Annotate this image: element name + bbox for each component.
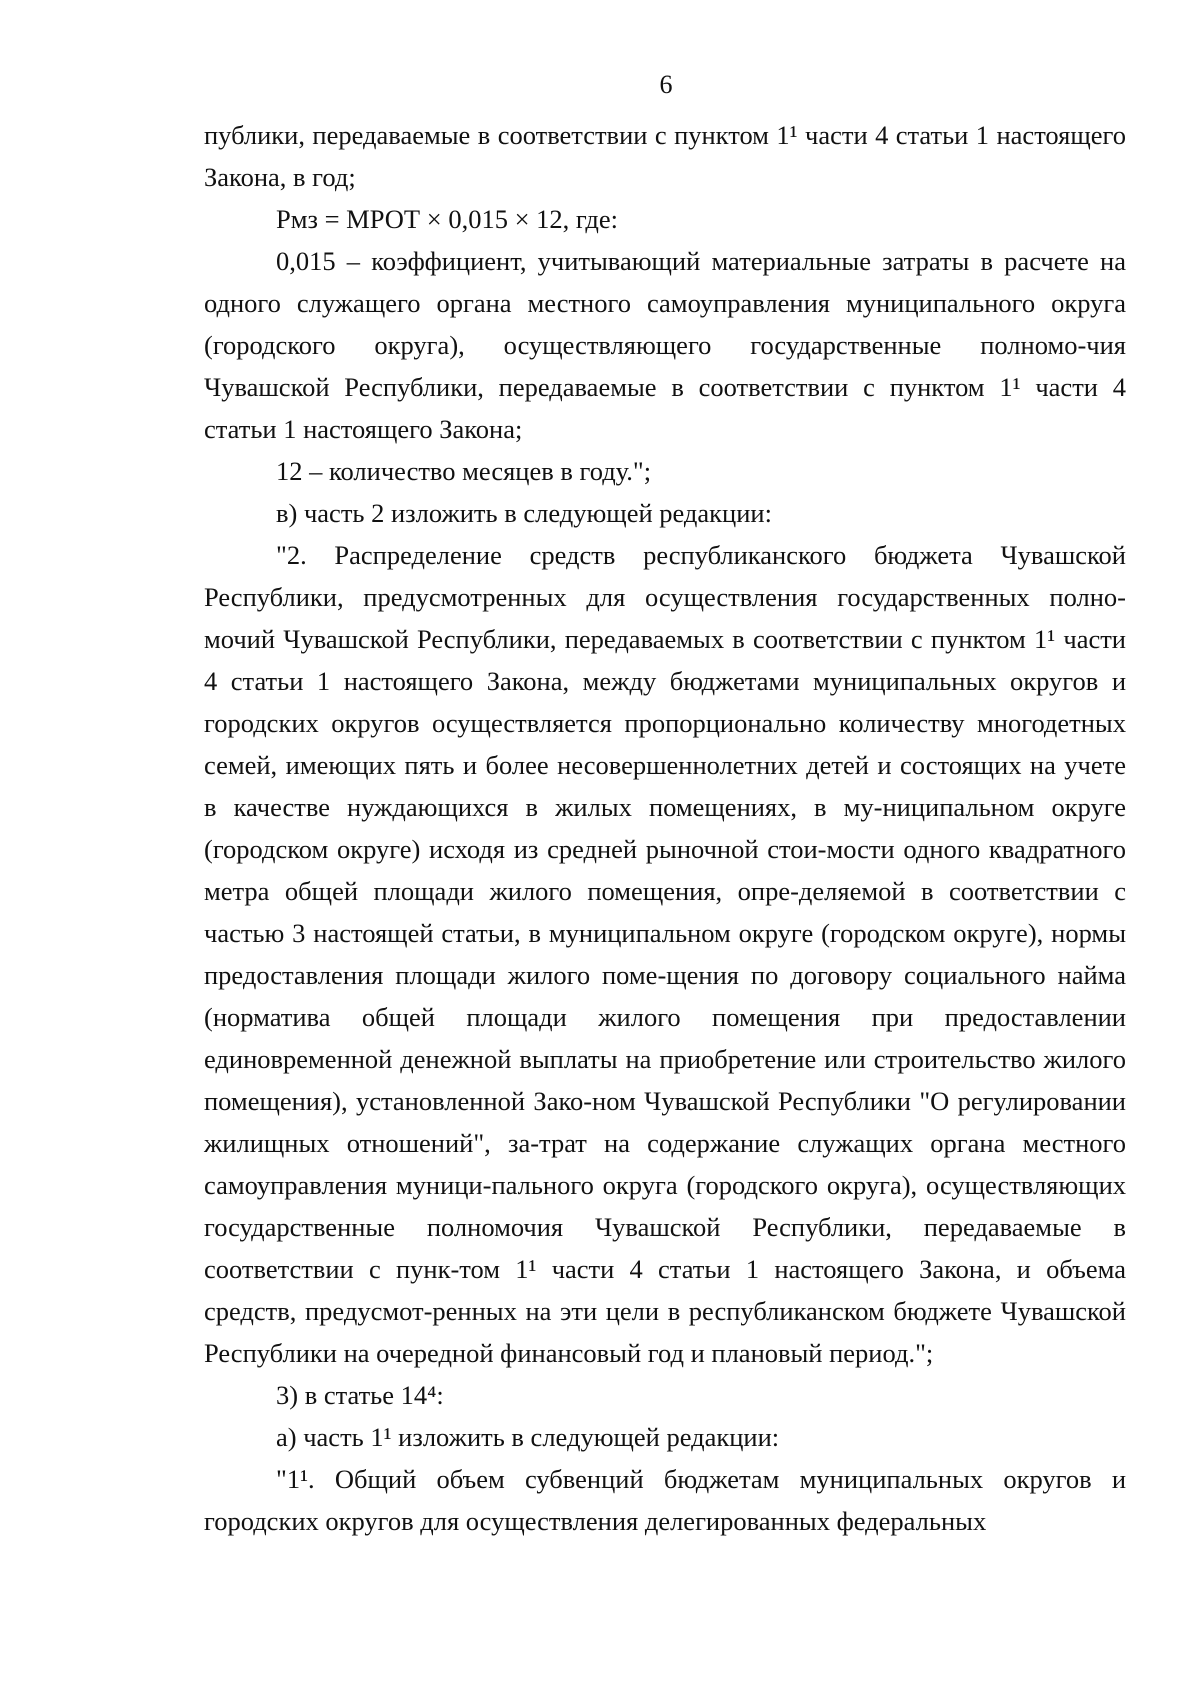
paragraph: публики, передаваемые в соответствии с пунктом 1¹ части 4 статьи 1 настоящего Закона, в год; [204, 120, 1126, 192]
paragraph: 3) в статье 14⁴: [276, 1380, 444, 1410]
paragraph: в) часть 2 изложить в следующей редакции: [276, 498, 772, 528]
page-number: 6 [659, 70, 673, 99]
document-body [204, 114, 1126, 1542]
formula-paragraph: Рмз = МРОТ × 0,015 × 12, где: [276, 204, 619, 234]
paragraph: 0,015 – коэффициент, учитывающий материальные затраты в расчете на одного служащего органа местного самоуправления муниципального округа (городского округа), осуществляющего государственные полномо-чия Чувашской Республики, передаваемые в соответствии с пунктом 1¹ части 4 статьи 1 настоящего Закона; [204, 246, 1126, 444]
paragraph: "2. Распределение средств республиканского бюджета Чувашской Республики, предусмотренных для осуществления государственных полно-мочий Чувашской Республики, передаваемых в соответствии с пунктом 1¹ части 4 статьи 1 настоящего Закона, между бюджетами муниципальных округов и городских округов осуществляется пропорционально количеству многодетных семей, имеющих пять и более несовершеннолетних детей и состоящих на учете в качестве нуждающихся в жилых помещениях, в му-ниципальном округе (городском округе) исходя из средней рыночной стои-мости одного квадратного метра общей площади жилого помещения, опре-деляемой в соответствии с частью 3 настоящей статьи, в муниципальном округе (городском округе), нормы предоставления площади жилого поме-щения по договору социального найма (норматива общей площади жилого помещения при предоставлении единовременной денежной выплаты на приобретение или строительство жилого помещения), установленной Зако-ном Чувашской Республики "О регулировании жилищных отношений", за-трат на содержание служащих органа местного самоуправления муници-пального округа (городского округа), осуществляющих государственные полномочия Чувашской Республики, передаваемые в соответствии с пунк-том 1¹ части 4 статьи 1 настоящего Закона, и объема средств, предусмот-ренных на эти цели в республиканском бюджете Чувашской Республики на очередной финансовый год и плановый период."; [204, 540, 1126, 1368]
paragraph: а) часть 1¹ изложить в следующей редакции: [276, 1422, 780, 1452]
paragraph: "1¹. Общий объем субвенций бюджетам муниципальных округов и городских округов для осуществления делегированных федеральных [204, 1464, 1126, 1536]
paragraph: 12 – количество месяцев в году."; [276, 456, 652, 486]
